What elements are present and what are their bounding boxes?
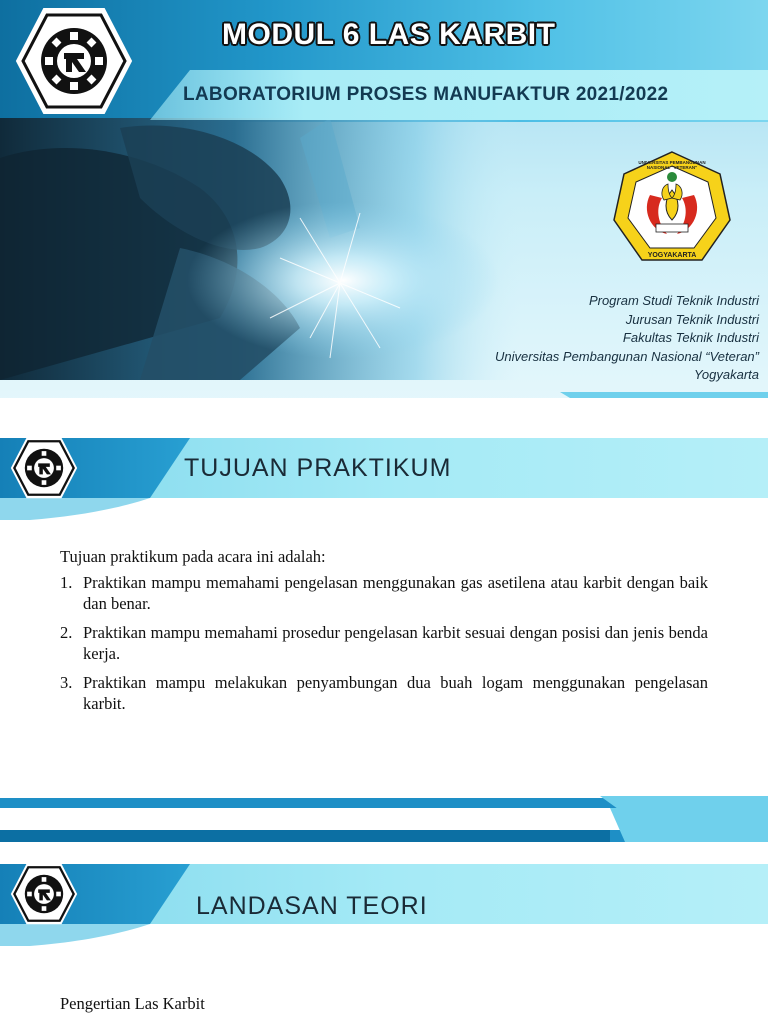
landasan-header-swoosh: [0, 924, 768, 954]
lab-hex-logo-icon: [14, 6, 134, 116]
welding-photo: [0, 118, 520, 380]
tujuan-hex-logo-icon: [8, 436, 80, 500]
tujuan-header-swoosh: [0, 498, 768, 528]
cover-subtitle: LABORATORIUM PROSES MANUFAKTUR 2021/2022: [183, 84, 669, 105]
tujuan-slide: [0, 398, 768, 830]
list-item-text: Praktikan mampu melakukan penyambungan dua buah logam menggunakan pengelasan karbit.: [83, 673, 708, 713]
list-item: [60, 672, 708, 714]
info-line-universitas: Universitas Pembangunan Nasional “Veteran”: [495, 348, 759, 364]
emblem-city-label: YOGYAKARTA: [647, 252, 697, 259]
info-line-city: Yogyakarta: [693, 367, 759, 383]
tujuan-intro: Tujuan praktikum pada acara ini adalah:: [60, 547, 326, 566]
tujuan-list: [60, 572, 708, 722]
cover-title: MODUL 6 LAS KARBIT: [222, 18, 556, 51]
info-line-program: Program Studi Teknik Industri: [588, 293, 759, 308]
cover-info-block: [495, 292, 759, 385]
landasan-heading: LANDASAN TEORI: [196, 892, 428, 920]
list-item-number: 1.: [60, 573, 73, 592]
landasan-hex-logo-icon: [8, 862, 80, 926]
emblem-arc-text: UNIVERSITAS PEMBANGUNAN NASIONAL "VETERAN": [638, 160, 706, 170]
list-item-text: Praktikan mampu memahami prosedur pengelasan karbit sesuai dengan posisi dan jenis benda kerja.: [83, 623, 708, 663]
list-item-text: Praktikan mampu memahami pengelasan menggunakan gas asetilena atau karbit dengan baik dan benar.: [83, 573, 708, 613]
tujuan-heading: TUJUAN PRAKTIKUM: [184, 454, 452, 482]
list-item-number: 3.: [60, 673, 73, 692]
landasan-top-stripe: [0, 808, 768, 864]
info-line-jurusan: Jurusan Teknik Industri: [625, 311, 759, 327]
landasan-first-line: Pengertian Las Karbit: [60, 994, 205, 1013]
list-item-number: 2.: [60, 623, 73, 642]
info-line-fakultas: Fakultas Teknik Industri: [622, 330, 759, 346]
cover-slide: [0, 0, 768, 432]
tujuan-top-stripe: [0, 398, 768, 438]
list-item: [60, 572, 708, 614]
list-item: [60, 622, 708, 664]
